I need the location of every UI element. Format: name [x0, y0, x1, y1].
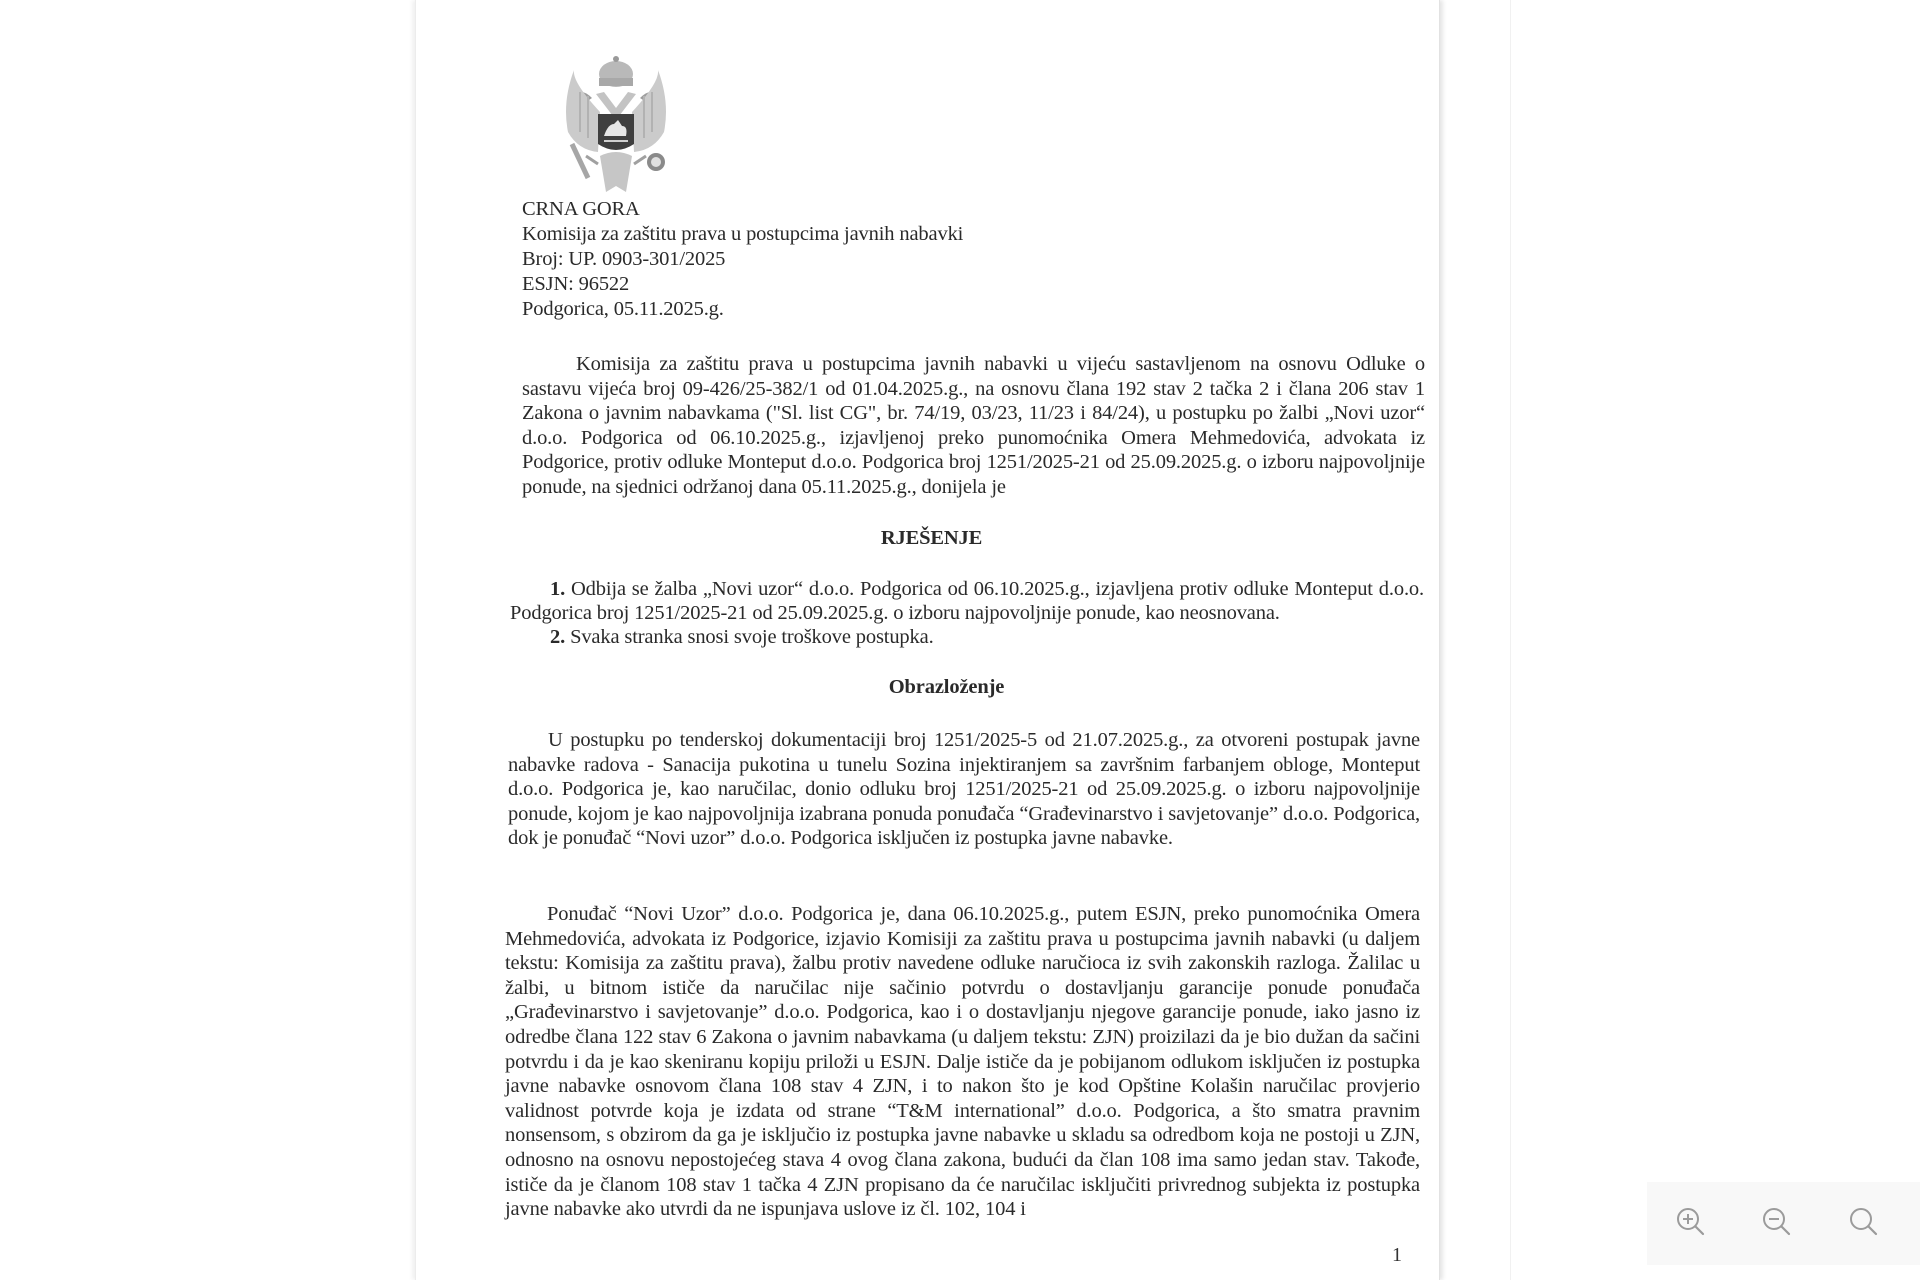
coat-of-arms-icon [552, 52, 680, 200]
decision-item-text: Svaka stranka snosi svoje troškove postupka. [570, 626, 934, 648]
reasoning-text: Ponuđač “Novi Uzor” d.o.o. Podgorica je, dana 06.10.2025.g., putem ESJN, preko punomoćnika Omera Mehmedovića, advokata iz Podgorice, izjavio Komisiji za zaštitu prava u postupcima javnih nabavki (u daljem tekstu: Komisija za zaštitu prava), žalbu protiv navedene odluke naručioca iz svih zakonskih razloga. Žalilac u žalbi, u bitnom ističe da naručilac nije sačinio potvrdu o dostavljanju garancije ponude ponuđača „Građevinarstvo i savjetovanje” d.o.o. Podgorica, kao i o dostavljanju njegove garancije ponude, iako jasno iz odredbe člana 122 stav 6 Zakona o javnim nabavkama (u daljem tekstu: ZJN) proizilazi da je bio dužan da sačini potvrdu i da je kao skeniranu kopiju priloži u ESJN. Dalje ističe da je pobijanom odlukom isključen iz postupka javne nabavke osnovom člana 108 stav 4 ZJN, i to nakon što je kod Opštine Kolašin naručilac provjerio validnost potvrde koja je izdata od strane “T&M international” d.o.o. Podgorica, a što smatra pravnim nonsensom, s obzirom da ga je isključio iz postupka javne nabavke u skladu sa odredbom koja ne postoji u ZJN, odnosno na osnovu nepostojećeg stava 4 ovog člana zakona, budući da član 108 ima samo jedan stav. Takođe, ističe da je članom 108 stav 1 tačka 4 ZJN propisano da će naručilac isključiti privrednog subjekta iz postupka javne nabavke ako utvrdi da ne ispunjava uslove iz čl. 102, 104 i [505, 903, 1420, 1221]
decision-items [510, 577, 1424, 649]
place-date: Podgorica, 05.11.2025.g. [522, 298, 724, 320]
zoom-toolbar [1647, 1182, 1920, 1265]
decision-item-text: Odbija se žalba „Novi uzor“ d.o.o. Podgorica od 06.10.2025.g., izjavljena protiv odluke Monteput d.o.o. Podgorica broj 1251/2025-21 od 25.09.2025.g. o izboru najpovoljnije ponude, kao neosnovana. [510, 578, 1424, 624]
intro-text: Komisija za zaštitu prava u postupcima javnih nabavki u vijeću sastavljenom na osnovu Odluke o sastavu vijeća broj 09-426/25-382/1 od 01.04.2025.g., na osnovu člana 192 stav 2 tačka 2 i člana 206 stav 1 Zakona o javnim nabavkama ("Sl. list CG", br. 74/19, 03/23, 11/23 i 84/24), u postupku po žalbi „Novi uzor“ d.o.o. Podgorica od 06.10.2025.g., izjavljenoj preko punomoćnika Omera Mehmedovića, advokata iz Podgorice, protiv odluke Monteput d.o.o. Podgorica broj 1251/2025-21 od 25.09.2025.g. o izboru najpovoljnije ponude, na sjednici održanoj dana 05.11.2025.g., donijela je [522, 353, 1425, 498]
decision-item [510, 577, 1424, 625]
case-number: Broj: UP. 0903-301/2025 [522, 248, 726, 270]
reasoning-paragraph [505, 902, 1420, 1222]
search-icon [1847, 1205, 1881, 1239]
zoom-out-icon [1760, 1205, 1794, 1239]
page-number: 1 [1392, 1244, 1402, 1266]
reasoning-paragraph [508, 728, 1420, 851]
zoom-in-icon [1674, 1205, 1708, 1239]
document-header [522, 197, 963, 322]
zoom-out-button[interactable] [1755, 1200, 1799, 1244]
intro-paragraph [522, 352, 1425, 500]
reasoning-text: U postupku po tenderskoj dokumentaciji broj 1251/2025-5 od 21.07.2025.g., za otvoreni postupak javne nabavke radova - Sanacija pukotina u tunelu Sozina injektiranjem sa završnim farbanjem obloge, Monteput d.o.o. Podgorica je, kao naručilac, donio odluku broj 1251/2025-21 od 25.09.2025.g. o izboru najpovoljnije ponude, kojom je kao najpovoljnija izabrana ponuda ponuđača “Građevinarstvo i savjetovanje” d.o.o. Podgorica, dok je ponuđač “Novi uzor” d.o.o. Podgorica isključen iz postupka javne nabavke. [508, 729, 1420, 850]
reasoning-title: Obrazloženje [888, 676, 1005, 698]
page-edge [1510, 0, 1511, 1280]
decision-item-number: 2. [550, 626, 566, 648]
country-name: CRNA GORA [522, 198, 640, 220]
zoom-reset-button[interactable] [1842, 1200, 1886, 1244]
esjn-number: ESJN: 96522 [522, 273, 630, 295]
zoom-in-button[interactable] [1669, 1200, 1713, 1244]
decision-item-number: 1. [550, 578, 566, 600]
decision-title: RJEŠENJE [880, 527, 983, 549]
decision-item [510, 625, 1424, 649]
institution-name: Komisija za zaštitu prava u postupcima javnih nabavki [522, 223, 964, 245]
